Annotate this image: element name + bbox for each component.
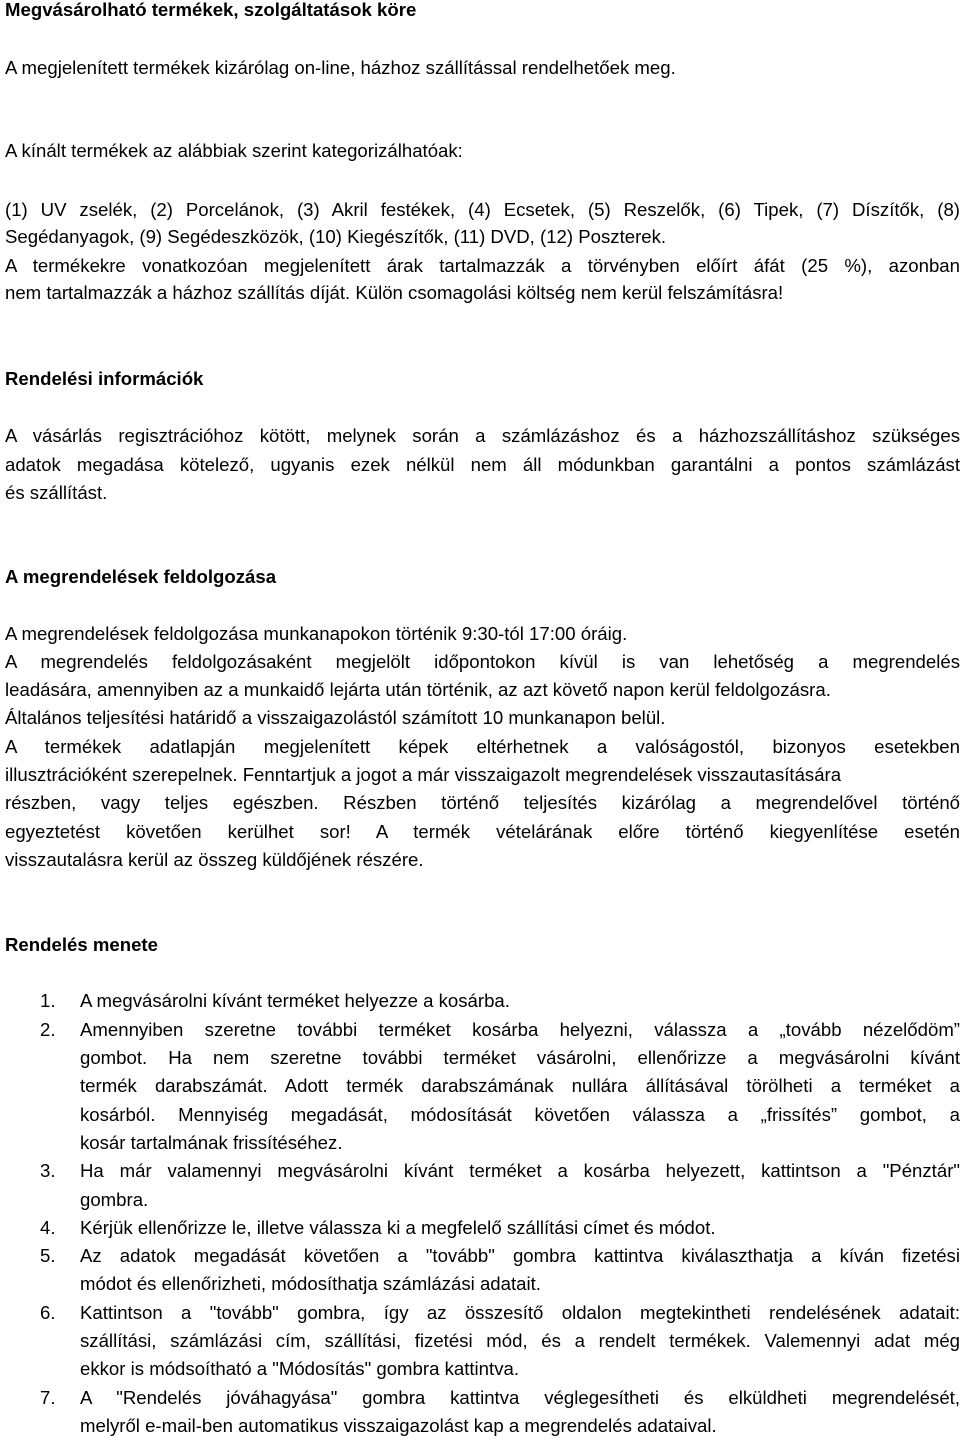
list-number: 4. [40, 1217, 56, 1238]
paragraph-line: (1) UV zselék, (2) Porcelánok, (3) Akril festékek, (4) Ecsetek, (5) Reszelők, (6) Tipek, (7) Díszítők, (8) [5, 199, 960, 220]
paragraph-line: A termékek adatlapján megjelenített képek eltérhetnek a valóságostól, bizonyos esetekben [5, 736, 960, 757]
list-item-line: Kattintson a "tovább" gombra, így az összesítő oldalon megtekintheti rendelésének adatait: [80, 1302, 960, 1323]
list-number: 6. [40, 1302, 56, 1323]
paragraph-line: A vásárlás regisztrációhoz kötött, melynek során a számlázáshoz és a házhozszállításhoz szükséges [5, 425, 960, 446]
paragraph-line: egyeztetést követően kerülhet sor! A termék vételárának előre történő kiegyenlítése esetén [5, 821, 960, 842]
list-item-line: gombra. [80, 1189, 149, 1210]
paragraph-line: leadására, amennyiben az a munkaidő lejárta után történik, az azt követő napon kerül feldolgozásra. [5, 679, 831, 700]
list-item-line: A "Rendelés jóváhagyása" gombra kattintva véglegesítheti és elküldheti megrendelését, [80, 1387, 960, 1408]
list-number: 1. [40, 990, 56, 1011]
list-number: 7. [40, 1387, 56, 1408]
paragraph-line: Általános teljesítési határidő a visszaigazolástól számított 10 munkanapon belül. [5, 707, 666, 728]
paragraph: A megjelenített termékek kizárólag on-line, házhoz szállítással rendelhetőek meg. [5, 57, 676, 78]
paragraph-line: A megrendelések feldolgozása munkanapokon történik 9:30-tól 17:00 óráig. [5, 623, 628, 644]
list-number: 5. [40, 1245, 56, 1266]
section-title: Megvásárolható termékek, szolgáltatások köre [5, 0, 417, 20]
list-item-line: módot és ellenőrizheti, módosíthatja számlázási adatait. [80, 1273, 541, 1294]
paragraph-line: részben, vagy teljes egészben. Részben történő teljesítés kizárólag a megrendelővel történő [5, 792, 960, 813]
section-title: Rendelés menete [5, 934, 158, 955]
paragraph-line: adatok megadása kötelező, ugyanis ezek nélkül nem áll módunkban garantálni a pontos számlázást [5, 454, 960, 475]
paragraph-line: illusztrációként szerepelnek. Fenntartjuk a jogot a már visszaigazolt megrendelések visszautasítására [5, 764, 842, 785]
list-item-line: kosárból. Mennyiség megadását, módosítását követően válassza a „frissítés” gombot, a [80, 1104, 960, 1125]
list-number: 3. [40, 1160, 56, 1181]
list-item-line: melyről e-mail-ben automatikus visszaigazolást kap a megrendelés adataival. [80, 1415, 717, 1436]
list-item-line: Kérjük ellenőrizze le, illetve válassza ki a megfelelő szállítási címet és módot. [80, 1217, 716, 1238]
paragraph-line: visszautalásra kerül az összeg küldőjének részére. [5, 849, 424, 870]
list-item-line: Ha már valamennyi megvásárolni kívánt terméket a kosárba helyezett, kattintson a "Pénztár" [80, 1160, 960, 1181]
paragraph-line: A termékekre vonatkozóan megjelenített árak tartalmazzák a törvényben előírt áfát (25 %), azonban [5, 255, 960, 276]
paragraph-line: nem tartalmazzák a házhoz szállítás díját. Külön csomagolási költség nem kerül felszámításra! [5, 282, 784, 303]
list-item-line: Az adatok megadását követően a "tovább" gombra kattintva kiválaszthatja a kíván fizetési [80, 1245, 960, 1266]
paragraph-line: Segédanyagok, (9) Segédeszközök, (10) Kiegészítők, (11) DVD, (12) Poszterek. [5, 226, 667, 247]
list-number: 2. [40, 1019, 56, 1040]
section-title: A megrendelések feldolgozása [5, 566, 277, 587]
section-title: Rendelési információk [5, 368, 204, 389]
list-item-line: Amennyiben szeretne további terméket kosárba helyezni, válassza a „tovább nézelődöm” [80, 1019, 960, 1040]
list-item-line: gombot. Ha nem szeretne további terméket vásárolni, ellenőrizze a megvásárolni kívánt [80, 1047, 960, 1068]
list-item-line: ekkor is módsoítható a "Módosítás" gombra kattintva. [80, 1358, 519, 1379]
paragraph: A kínált termékek az alábbiak szerint kategorizálhatóak: [5, 140, 463, 161]
list-item-line: kosár tartalmának frissítéséhez. [80, 1132, 343, 1153]
list-item-line: A megvásárolni kívánt terméket helyezze a kosárba. [80, 990, 510, 1011]
list-item-line: termék darabszámát. Adott termék darabszámának nullára állításával törölheti a terméket a [80, 1075, 960, 1096]
paragraph-line: A megrendelés feldolgozásaként megjelölt időpontokon kívül is van lehetőség a megrendelés [5, 651, 960, 672]
list-item-line: szállítási, számlázási cím, szállítási, fizetési mód, és a rendelt termékek. Valemennyi adat még [80, 1330, 960, 1351]
paragraph-line: és szállítást. [5, 482, 108, 503]
